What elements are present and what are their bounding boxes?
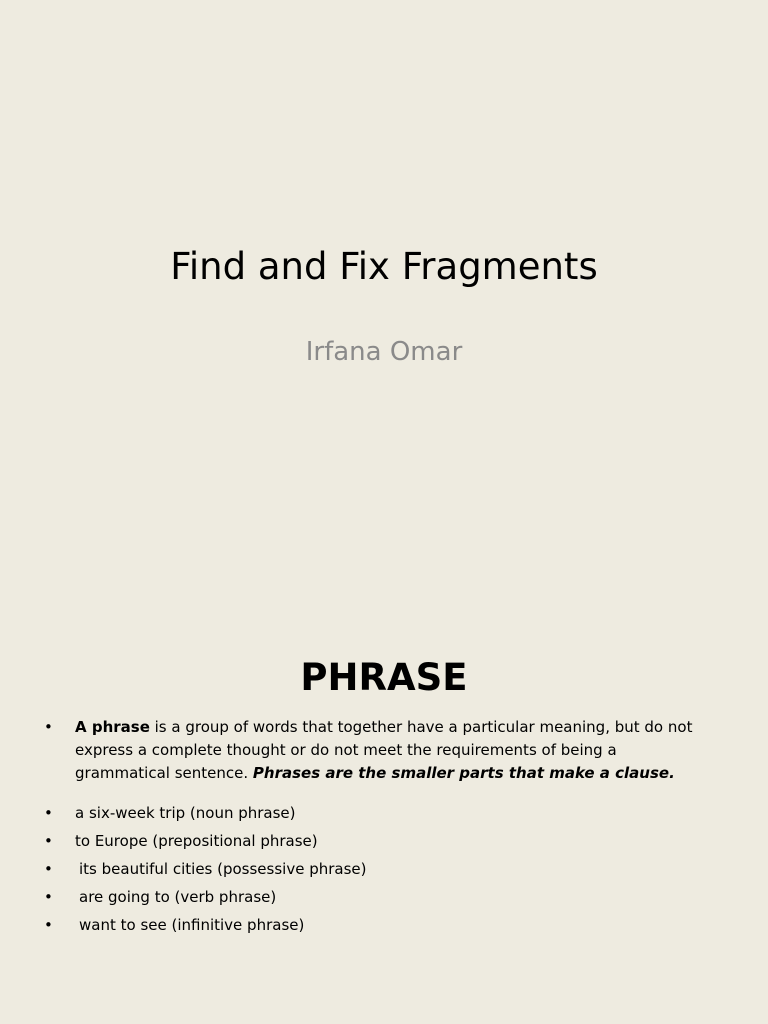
example-bullet: • want to see (infinitive phrase)	[0, 911, 768, 939]
author-name: Irfana Omar	[305, 337, 463, 367]
definition-term: A phrase	[75, 718, 150, 736]
definition-bullet	[0, 716, 768, 785]
slide-title-heading: Find and Fix Fragments	[170, 244, 598, 288]
definition-text: is a group of words that together have a particular meaning, but do not express a complete thought or do not meet the requirements of being a grammatical sentence.	[75, 718, 693, 782]
phrase-heading: PHRASE	[300, 655, 468, 699]
example-bullet: • are going to (verb phrase)	[0, 883, 768, 911]
slide-phrase	[0, 512, 768, 1024]
bullet-list	[0, 716, 768, 939]
example-bullet: • to Europe (prepositional phrase)	[0, 827, 768, 855]
definition-emphasis: Phrases are the smaller parts that make a clause.	[252, 764, 675, 782]
example-bullet: • a six-week trip (noun phrase)	[0, 799, 768, 827]
example-bullet: • its beautiful cities (possessive phrase)	[0, 855, 768, 883]
